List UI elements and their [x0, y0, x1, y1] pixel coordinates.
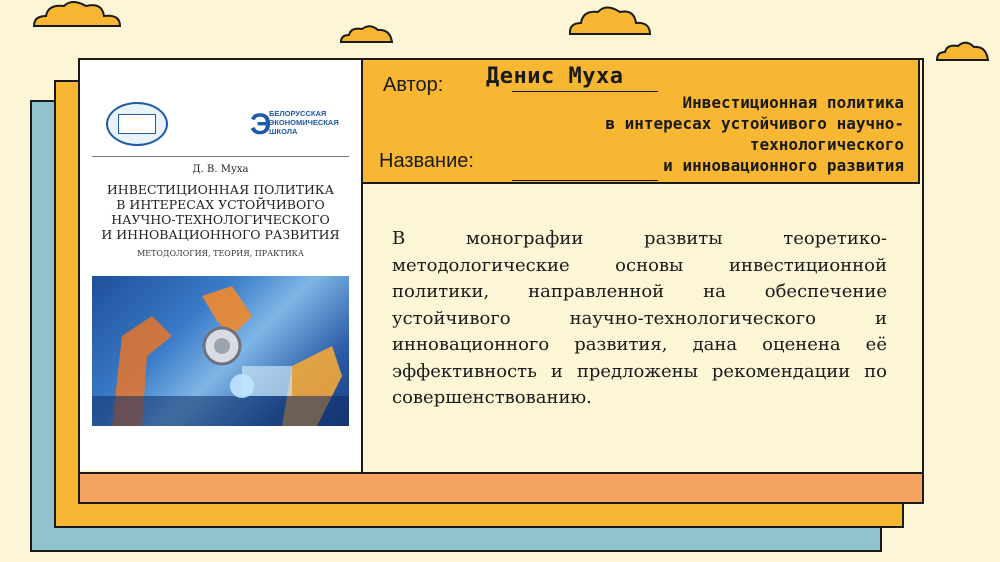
cloud-icon: [338, 24, 396, 44]
cover-rule: [92, 156, 349, 157]
title-underline: [512, 180, 658, 181]
publisher-logo-letter: Э: [250, 108, 272, 141]
publisher-line: БЕЛОРУССКАЯ: [269, 109, 327, 118]
publisher-line: ШКОЛА: [269, 127, 298, 136]
author-label: Автор:: [383, 74, 444, 96]
cover-title-line: И ИННОВАЦИОННОГО РАЗВИТИЯ: [101, 227, 340, 242]
cloud-icon: [30, 0, 125, 28]
card-divider: [361, 58, 363, 472]
book-title-line: технологического: [749, 135, 904, 154]
author-name: Денис Муха: [486, 64, 624, 89]
robot-arms-image: [92, 276, 349, 426]
book-cover: [80, 60, 361, 470]
cover-title-line: ИНВЕСТИЦИОННАЯ ПОЛИТИКА: [106, 182, 335, 197]
publisher-line: ЭКОНОМИЧЕСКАЯ: [269, 118, 339, 127]
cloud-icon: [934, 40, 992, 62]
cover-title-line: В ИНТЕРЕСАХ УСТОЙЧИВОГО: [116, 197, 325, 212]
book-title-line: и инновационного развития: [663, 156, 904, 175]
academy-seal-icon: [106, 102, 168, 146]
building-icon: [118, 114, 156, 134]
robot-illustration: [92, 276, 349, 426]
book-description: В монографии развиты теоретико-методологические основы инвестиционной политики, направленной на обеспечение устойчивого научно-технологического и инновационного развития, дана оценена её эффективность и предложены рекомендации по совершенствованию.: [392, 228, 887, 408]
cloud-icon: [566, 4, 654, 36]
cover-title: [90, 182, 351, 242]
book-title-line: в интересах устойчивого научно-: [605, 114, 904, 133]
cover-title-line: НАУЧНО-ТЕХНОЛОГИЧЕСКОГО: [111, 212, 330, 227]
book-title-line: Инвестиционная политика: [682, 93, 904, 112]
publisher-logo-text: [269, 109, 339, 136]
title-label: Название:: [379, 150, 474, 172]
cover-author: Д. В. Муха: [192, 164, 249, 175]
book-title: [468, 92, 904, 176]
cover-subtitle: МЕТОДОЛОГИЯ, ТЕОРИЯ, ПРАКТИКА: [137, 249, 304, 258]
